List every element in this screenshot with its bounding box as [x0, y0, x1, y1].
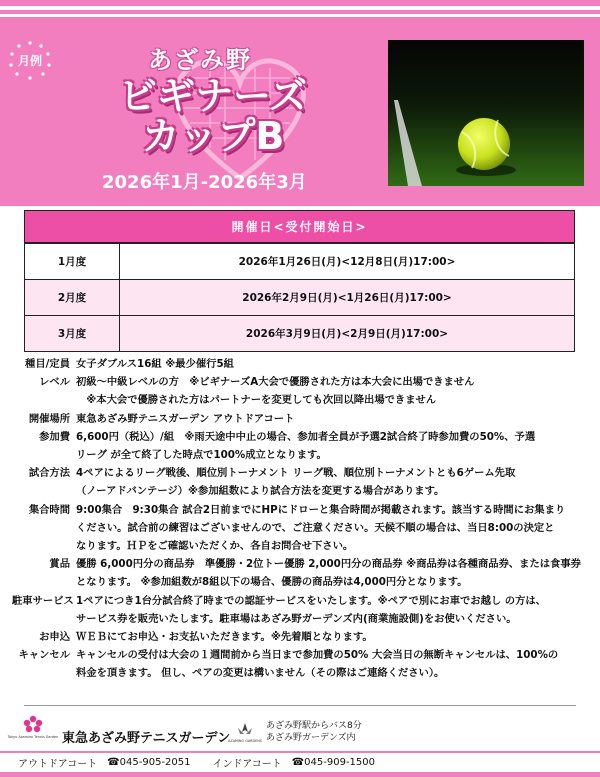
badge-label: 月例: [17, 53, 42, 68]
access-info: [266, 720, 362, 744]
indoor-court-tel[interactable]: ☎045-909-1500: [291, 756, 375, 768]
outdoor-court-tel[interactable]: ☎045-905-2051: [107, 756, 191, 768]
title-line-2: カップB: [141, 114, 285, 158]
tennis-ball-photo: [388, 40, 584, 186]
outdoor-court-label: アウトドアコート: [18, 758, 98, 770]
title-line-1: ビギナーズ: [118, 74, 308, 118]
detail-row: [12, 355, 592, 373]
detail-label: 賞品: [49, 558, 70, 571]
footer-stripe: [0, 772, 600, 777]
detail-value: [76, 646, 592, 682]
detail-row: [12, 410, 592, 428]
detail-line: 東急あざみ野テニスガーデン アウトドアコート: [76, 412, 295, 425]
detail-line: 6,600円（税込）/組 ※雨天途中中止の場合、参加者全員が予選2試合終了時参加費の50%、予選: [76, 430, 536, 443]
header-stripe: [0, 6, 600, 10]
detail-label: 集合時間: [28, 503, 70, 516]
footer-divider: [24, 705, 576, 706]
detail-label: キャンセル: [18, 649, 70, 662]
detail-row: [12, 646, 592, 682]
detail-line: 1ペアにつき1台分試合終了時までの認証サービスをいたします。※ペアで別にお車でお越し の方は、: [76, 594, 546, 607]
schedule-date: 2026年3月9日(月)<2月9日(月)17:00>: [245, 328, 449, 340]
detail-row: [12, 628, 592, 646]
detail-line: ＷＥＢにてお申込・お支払いただきます。※先着順となります。: [76, 631, 373, 644]
detail-line: となります。 ※参加組数が8組以下の場合、優勝の商品券は4,000円分となります。: [76, 576, 468, 589]
access-line: あざみ野駅からバス8分: [266, 721, 362, 731]
schedule-month: 2月度: [25, 280, 120, 315]
detail-line: ※本大会で優勝された方はパートナーを変更しても次回以降出場できません: [76, 394, 437, 407]
detail-value: [76, 373, 592, 409]
page-title: [98, 76, 328, 156]
detail-line: （ノーアドバンテージ）※参加組数により試合方法を変更する場合があります。: [76, 485, 445, 498]
detail-line: なります。ＨＰをご確認いただくか、各自お問合せ下さい。: [76, 540, 354, 553]
schedule-row: [25, 243, 574, 279]
detail-label: 駐車サービス: [12, 594, 74, 607]
contact-bar: [0, 751, 600, 771]
schedule-table: [24, 210, 575, 352]
detail-line: 女子ダブルス16組 ※最少催行5組: [76, 358, 234, 370]
event-period: 2026年1月-2026年3月: [102, 172, 307, 193]
facility-name: 東急あざみ野テニスガーデン: [62, 731, 231, 746]
header-stripe: [0, 14, 600, 17]
detail-label: お申込: [39, 631, 70, 644]
detail-label: 試合方法: [28, 467, 70, 480]
detail-value: [76, 410, 592, 428]
monthly-badge: [8, 40, 52, 80]
star-ring-icon: [8, 40, 52, 80]
logo2-text: AZAMINO GARDENS: [228, 739, 262, 743]
schedule-date: 2026年1月26日(月)<12月8日(月)17:00>: [238, 256, 456, 268]
schedule-month: 1月度: [25, 244, 120, 279]
detail-line: キャンセルの受付は大会の１週間前から当日まで参加費の50% 大会当日の無断キャンセルは、100%の: [76, 649, 559, 662]
detail-label: 種目/定員: [25, 358, 70, 370]
detail-row: [12, 464, 592, 500]
detail-row: [12, 428, 592, 464]
detail-line: 優勝 6,000円分の商品券 準優勝・2位トー優勝 2,000円分の商品券 ※商品券は各種商品券、または食事券: [76, 558, 581, 571]
detail-value: [76, 355, 592, 373]
detail-label: 参加費: [39, 430, 70, 443]
detail-row: [12, 592, 592, 628]
detail-line: サービス券を販売いたします。駐車場はあざみ野ガーデンズ内(商業施設側)をお使いください。: [76, 612, 517, 625]
detail-line: 料金を頂きます。 但し、ペアの変更は構いません（その際はご連絡ください）。: [76, 667, 445, 680]
detail-value: [76, 592, 592, 628]
schedule-date: 2026年2月9日(月)<1月26日(月)17:00>: [242, 292, 452, 304]
event-details: [12, 355, 592, 683]
schedule-header: 開催日<受付開始日>: [25, 211, 574, 243]
detail-label: 開催場所: [28, 412, 70, 425]
header-banner: [0, 0, 600, 206]
tennis-garden-logo-icon: [7, 714, 59, 750]
detail-line: ください。試合前の練習はございませんので、ご注意ください。天候不順の場合は、当日8:00の決定と: [76, 521, 555, 534]
detail-value: [76, 555, 592, 591]
title-venue: あざみ野: [148, 46, 252, 74]
detail-value: [76, 464, 592, 500]
schedule-month: 3月度: [25, 316, 120, 351]
detail-label: レベル: [39, 376, 70, 389]
indoor-court-label: インドアコート: [212, 758, 282, 770]
azamino-gardens-logo-icon: [228, 720, 262, 746]
tennis-ball-icon: [388, 40, 584, 186]
logo-text: Tokyu Azamino Tennis Garden: [7, 735, 59, 739]
detail-row: [12, 555, 592, 591]
detail-value: [76, 628, 592, 646]
detail-line: 9:00集合 9:30集合 試合2日前までにHPにドローと集合時間が掲載されます。該当する時間にお集まり: [76, 503, 566, 516]
schedule-row: [25, 279, 574, 315]
detail-row: [12, 373, 592, 409]
detail-line: 初級～中級レベルの方 ※ビギナーズA大会で優勝された方は本大会に出場できません: [76, 376, 475, 389]
access-line: あざみ野ガーデンズ内: [266, 733, 356, 743]
detail-value: [76, 501, 592, 556]
detail-line: リーグ が全て終了した時点で100%成立となります。: [76, 449, 327, 462]
detail-row: [12, 501, 592, 556]
schedule-row: [25, 315, 574, 351]
detail-line: 4ペアによるリーグ戦後、順位別トーナメント リーグ戦、順位別トーナメントとも6ゲーム先取: [76, 467, 516, 480]
detail-value: [76, 428, 592, 464]
